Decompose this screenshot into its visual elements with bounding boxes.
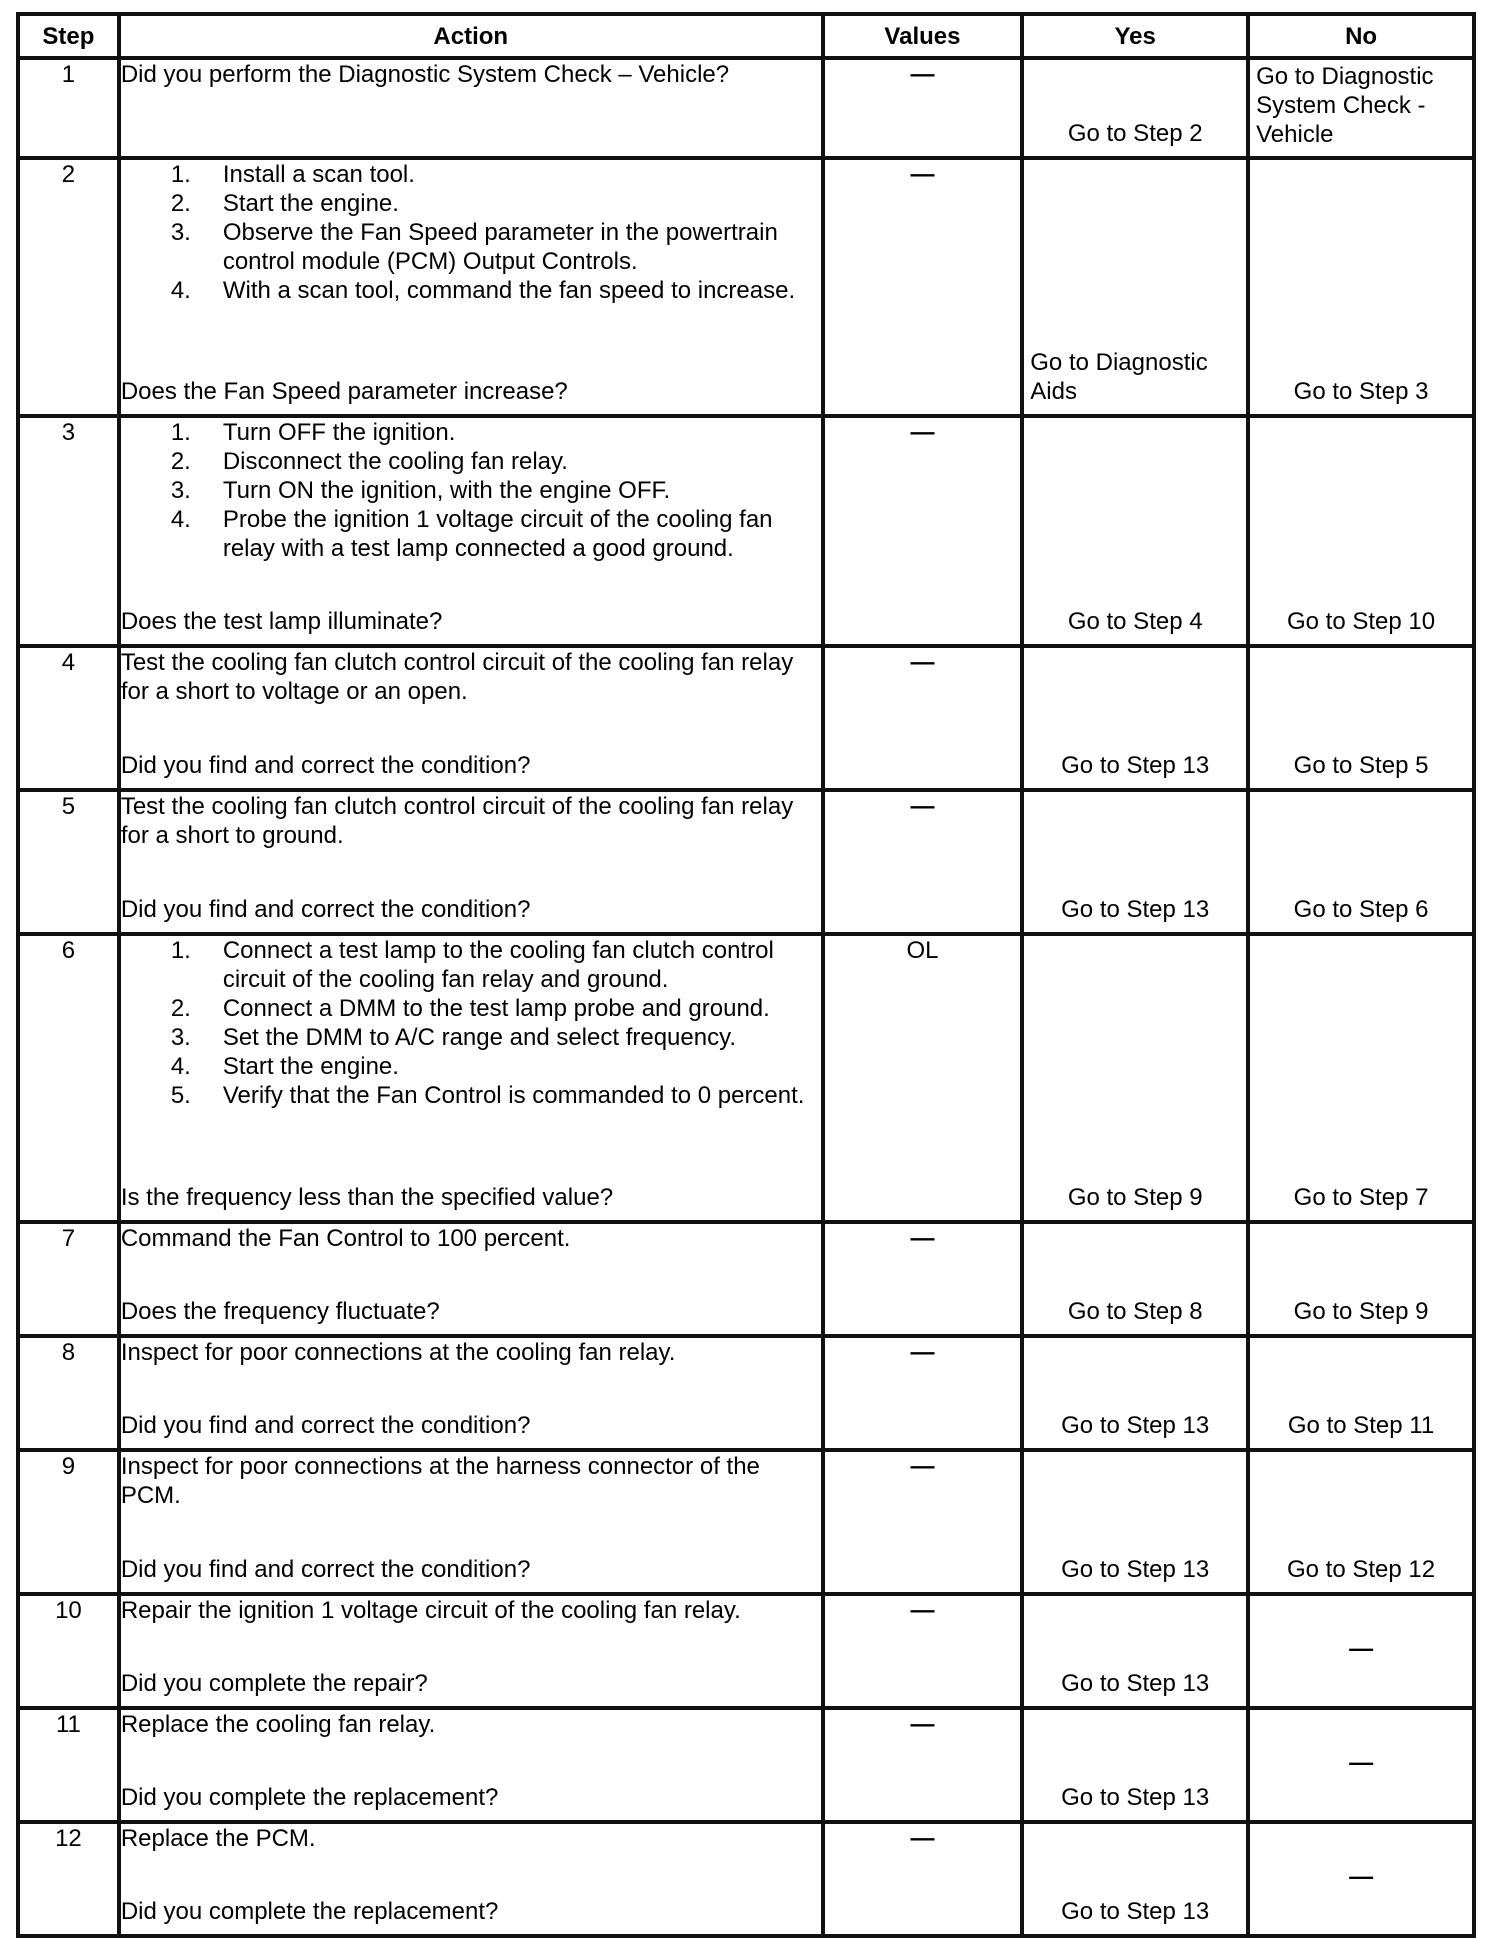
yes-content	[1024, 1710, 1246, 1816]
step-number-cell	[18, 1822, 119, 1936]
action-instruction: Test the cooling fan clutch control circuit of the cooling fan relay for a short to voltage or an open.	[120, 649, 794, 705]
step-number-cell	[18, 1336, 119, 1450]
action-question: Did you find and correct the condition?	[120, 1412, 531, 1439]
procedure-step	[121, 1081, 821, 1110]
procedure-step-number: 5.	[170, 1082, 191, 1109]
em-dash: —	[1349, 1635, 1374, 1663]
values-cell	[823, 934, 1023, 1222]
yes-action: Go to Step 13	[1061, 896, 1210, 923]
procedure-step-text: Observe the Fan Speed parameter in the powertrain control module (PCM) Output Controls.	[222, 219, 778, 275]
step-number-cell	[18, 1450, 119, 1594]
action-cell	[119, 1336, 823, 1450]
em-dash: —	[910, 1453, 935, 1480]
yes-content	[1024, 1596, 1246, 1702]
procedure-step	[121, 1023, 821, 1052]
action-content	[121, 1824, 821, 1930]
action-question: Did you find and correct the condition?	[120, 752, 531, 779]
no-content	[1250, 60, 1472, 152]
procedure-step-text: Set the DMM to A/C range and select frequency.	[222, 1024, 736, 1051]
yes-content	[1024, 1338, 1246, 1444]
yes-cell	[1022, 158, 1248, 416]
procedure-step-text: Turn OFF the ignition.	[222, 419, 456, 446]
yes-cell	[1022, 1222, 1248, 1336]
no-content	[1250, 418, 1472, 640]
yes-content	[1024, 936, 1246, 1216]
no-content	[1250, 1710, 1472, 1816]
action-instruction: Command the Fan Control to 100 percent.	[120, 1225, 571, 1252]
spec-value: OL	[906, 937, 939, 964]
action-instruction: Inspect for poor connections at the cooling fan relay.	[120, 1339, 676, 1366]
em-dash: —	[910, 161, 935, 188]
procedure-step-text: Install a scan tool.	[222, 161, 415, 188]
no-content	[1250, 1224, 1472, 1330]
procedure-list	[121, 418, 821, 563]
values-cell	[823, 1336, 1023, 1450]
step-number-cell	[18, 158, 119, 416]
action-instruction: Test the cooling fan clutch control circuit of the cooling fan relay for a short to ground.	[120, 793, 794, 849]
action-instruction: Replace the PCM.	[120, 1825, 316, 1852]
procedure-step-text: Start the engine.	[222, 190, 399, 217]
no-cell	[1248, 1708, 1474, 1822]
no-content	[1250, 792, 1472, 928]
procedure-step-number: 4.	[170, 506, 191, 533]
yes-cell	[1022, 646, 1248, 790]
header-yes: Yes	[1022, 14, 1248, 58]
procedure-step-text: Verify that the Fan Control is commanded to 0 percent.	[222, 1082, 805, 1109]
action-cell	[119, 790, 823, 934]
yes-content	[1024, 160, 1246, 410]
yes-action: Go to Step 8	[1067, 1298, 1203, 1325]
yes-cell	[1022, 1708, 1248, 1822]
no-action: Go to Step 5	[1293, 752, 1429, 779]
no-content	[1250, 1824, 1472, 1930]
no-content	[1250, 1338, 1472, 1444]
step-number: 3	[61, 419, 76, 446]
action-content	[121, 418, 821, 640]
action-question: Does the Fan Speed parameter increase?	[120, 378, 568, 405]
action-question: Does the test lamp illuminate?	[120, 608, 443, 635]
step-number-cell	[18, 790, 119, 934]
values-cell	[823, 1222, 1023, 1336]
procedure-step-text: Turn ON the ignition, with the engine OFF.	[222, 477, 671, 504]
em-dash: —	[910, 61, 935, 88]
step-number: 8	[61, 1339, 76, 1366]
action-cell	[119, 1222, 823, 1336]
yes-content	[1024, 60, 1246, 152]
action-cell	[119, 1450, 823, 1594]
table-row	[18, 1594, 1474, 1708]
procedure-step-text: Disconnect the cooling fan relay.	[222, 448, 568, 475]
procedure-step-number: 2.	[170, 190, 191, 217]
step-number-cell	[18, 1708, 119, 1822]
yes-action: Go to Diagnostic Aids	[1030, 349, 1208, 405]
no-cell	[1248, 934, 1474, 1222]
action-content	[121, 1224, 821, 1330]
no-action: Go to Step 11	[1287, 1412, 1435, 1439]
action-question: Does the frequency fluctuate?	[120, 1298, 440, 1325]
action-instruction: Repair the ignition 1 voltage circuit of the cooling fan relay.	[120, 1597, 741, 1624]
values-cell	[823, 1450, 1023, 1594]
yes-content	[1024, 648, 1246, 784]
step-number: 2	[61, 161, 76, 188]
action-content	[121, 160, 821, 410]
action-question: Did you complete the repair?	[120, 1670, 428, 1697]
no-action: Go to Step 9	[1293, 1298, 1429, 1325]
action-cell	[119, 1708, 823, 1822]
no-cell	[1248, 1336, 1474, 1450]
values-cell	[823, 1708, 1023, 1822]
procedure-step-text: Start the engine.	[222, 1053, 399, 1080]
em-dash: —	[910, 793, 935, 820]
no-content	[1250, 1596, 1472, 1702]
action-instruction: Inspect for poor connections at the harness connector of the PCM.	[120, 1453, 760, 1509]
no-action: Go to Step 7	[1293, 1184, 1429, 1211]
procedure-list	[121, 936, 821, 1110]
procedure-step-number: 3.	[170, 219, 191, 246]
yes-content	[1024, 792, 1246, 928]
action-cell	[119, 416, 823, 646]
action-content	[121, 60, 821, 152]
action-question: Did you complete the replacement?	[120, 1898, 499, 1925]
procedure-step	[121, 476, 821, 505]
values-cell	[823, 1822, 1023, 1936]
step-number: 7	[61, 1225, 76, 1252]
yes-action: Go to Step 2	[1067, 120, 1203, 147]
procedure-step-number: 4.	[170, 1053, 191, 1080]
header-values: Values	[823, 14, 1023, 58]
procedure-step	[121, 160, 821, 189]
procedure-step-number: 1.	[170, 937, 191, 964]
procedure-list	[121, 160, 821, 305]
no-content	[1250, 1452, 1472, 1588]
no-content	[1250, 160, 1472, 410]
action-content	[121, 936, 821, 1216]
yes-cell	[1022, 1450, 1248, 1594]
procedure-step-number: 2.	[170, 448, 191, 475]
table-row	[18, 158, 1474, 416]
yes-content	[1024, 1824, 1246, 1930]
procedure-step	[121, 218, 821, 276]
yes-action: Go to Step 13	[1061, 1784, 1210, 1811]
procedure-step-number: 1.	[170, 419, 191, 446]
action-cell	[119, 1594, 823, 1708]
table-row	[18, 1450, 1474, 1594]
step-number-cell	[18, 1222, 119, 1336]
values-cell	[823, 1594, 1023, 1708]
table-row	[18, 790, 1474, 934]
procedure-step	[121, 505, 821, 563]
procedure-step-number: 1.	[170, 161, 191, 188]
table-row	[18, 1708, 1474, 1822]
yes-cell	[1022, 1822, 1248, 1936]
em-dash: —	[910, 1711, 935, 1738]
procedure-step	[121, 936, 821, 994]
no-cell	[1248, 790, 1474, 934]
step-number: 10	[55, 1597, 82, 1624]
step-number: 1	[61, 61, 76, 88]
step-number: 9	[61, 1453, 76, 1480]
action-content	[121, 792, 821, 928]
yes-content	[1024, 1224, 1246, 1330]
procedure-step	[121, 1052, 821, 1081]
em-dash: —	[910, 1825, 935, 1852]
no-cell	[1248, 1822, 1474, 1936]
no-cell	[1248, 416, 1474, 646]
no-cell	[1248, 1594, 1474, 1708]
action-content	[121, 1596, 821, 1702]
procedure-step	[121, 189, 821, 218]
no-action: Go to Step 10	[1287, 608, 1436, 635]
no-cell	[1248, 158, 1474, 416]
em-dash: —	[1349, 1749, 1374, 1777]
table-row	[18, 416, 1474, 646]
action-content	[121, 1338, 821, 1444]
action-cell	[119, 646, 823, 790]
em-dash: —	[910, 419, 935, 446]
step-number: 11	[55, 1711, 81, 1738]
no-cell	[1248, 1222, 1474, 1336]
procedure-step	[121, 447, 821, 476]
yes-cell	[1022, 934, 1248, 1222]
yes-cell	[1022, 416, 1248, 646]
step-number: 12	[55, 1825, 82, 1852]
no-content	[1250, 936, 1472, 1216]
step-number-cell	[18, 934, 119, 1222]
procedure-step-text: Connect a test lamp to the cooling fan clutch control circuit of the cooling fan relay and ground.	[222, 937, 774, 993]
values-cell	[823, 58, 1023, 158]
step-number-cell	[18, 416, 119, 646]
procedure-step-text: Probe the ignition 1 voltage circuit of the cooling fan relay with a test lamp connected a good ground.	[222, 506, 773, 562]
yes-cell	[1022, 1336, 1248, 1450]
no-action: Go to Step 6	[1293, 896, 1429, 923]
table-row	[18, 58, 1474, 158]
no-action: Go to Step 3	[1293, 378, 1429, 405]
procedure-step-number: 4.	[170, 277, 191, 304]
yes-action: Go to Step 13	[1061, 1412, 1210, 1439]
step-number: 5	[61, 793, 76, 820]
procedure-step-number: 3.	[170, 477, 191, 504]
action-cell	[119, 58, 823, 158]
action-cell	[119, 1822, 823, 1936]
step-number-cell	[18, 646, 119, 790]
action-question: Did you complete the replacement?	[120, 1784, 499, 1811]
action-question: Did you find and correct the condition?	[120, 1556, 531, 1583]
no-action: Go to Diagnostic System Check - Vehicle	[1256, 63, 1434, 148]
step-number: 6	[61, 937, 76, 964]
action-cell	[119, 158, 823, 416]
header-action: Action	[119, 14, 823, 58]
action-content	[121, 1452, 821, 1588]
em-dash: —	[910, 1225, 935, 1252]
yes-action: Go to Step 13	[1061, 1898, 1210, 1925]
yes-action: Go to Step 9	[1067, 1184, 1203, 1211]
yes-action: Go to Step 13	[1061, 1556, 1210, 1583]
yes-content	[1024, 418, 1246, 640]
header-row	[18, 14, 1474, 58]
yes-action: Go to Step 4	[1067, 608, 1203, 635]
action-cell	[119, 934, 823, 1222]
action-content	[121, 1710, 821, 1816]
yes-action: Go to Step 13	[1061, 752, 1210, 779]
em-dash: —	[1349, 1863, 1374, 1891]
procedure-step-number: 3.	[170, 1024, 191, 1051]
yes-cell	[1022, 790, 1248, 934]
em-dash: —	[910, 1339, 935, 1366]
action-instruction: Replace the cooling fan relay.	[120, 1711, 436, 1738]
procedure-step-text: With a scan tool, command the fan speed to increase.	[222, 277, 796, 304]
step-number: 4	[61, 649, 76, 676]
procedure-step	[121, 276, 821, 305]
em-dash: —	[910, 649, 935, 676]
table-row	[18, 646, 1474, 790]
no-action: Go to Step 12	[1287, 1556, 1436, 1583]
yes-cell	[1022, 58, 1248, 158]
values-cell	[823, 158, 1023, 416]
values-cell	[823, 416, 1023, 646]
action-question: Did you find and correct the condition?	[120, 896, 531, 923]
no-content	[1250, 648, 1472, 784]
em-dash: —	[910, 1597, 935, 1624]
procedure-step	[121, 994, 821, 1023]
step-number-cell	[18, 58, 119, 158]
action-question: Is the frequency less than the specified value?	[120, 1184, 614, 1211]
procedure-step-text: Connect a DMM to the test lamp probe and ground.	[222, 995, 770, 1022]
header-step: Step	[18, 14, 119, 58]
no-cell	[1248, 646, 1474, 790]
yes-action: Go to Step 13	[1061, 1670, 1210, 1697]
action-instruction: Did you perform the Diagnostic System Check – Vehicle?	[120, 61, 730, 88]
step-number-cell	[18, 1594, 119, 1708]
values-cell	[823, 790, 1023, 934]
procedure-step-number: 2.	[170, 995, 191, 1022]
header-no: No	[1248, 14, 1474, 58]
no-cell	[1248, 1450, 1474, 1594]
diagnostic-table	[16, 12, 1476, 1938]
yes-cell	[1022, 1594, 1248, 1708]
table-row	[18, 934, 1474, 1222]
table-row	[18, 1822, 1474, 1936]
table-row	[18, 1222, 1474, 1336]
table-row	[18, 1336, 1474, 1450]
procedure-step	[121, 418, 821, 447]
values-cell	[823, 646, 1023, 790]
no-cell	[1248, 58, 1474, 158]
action-content	[121, 648, 821, 784]
yes-content	[1024, 1452, 1246, 1588]
